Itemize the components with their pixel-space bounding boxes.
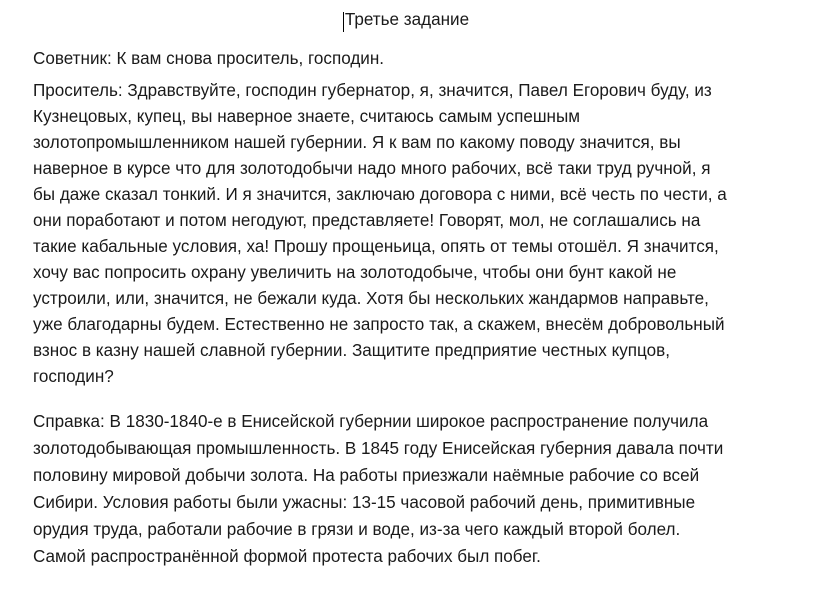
text-line: наверное в курсе что для золотодобычи надо много рабочих, всё таки труд ручной, я [33, 159, 711, 178]
text-line: хочу вас попросить охрану увеличить на золотодобыче, чтобы они бунт какой не [33, 263, 677, 282]
text-line: золотодобывающая промышленность. В 1845 году Енисейская губерния давала почти [33, 439, 724, 458]
text-line: Кузнецовых, купец, вы наверное знаете, считаюсь самым успешным [33, 107, 581, 126]
text-line: орудия труда, работали рабочие в грязи и воде, из-за чего каждый второй болел. [33, 520, 681, 539]
text-line: золотопромышленником нашей губернии. Я к вам по какому поводу значится, вы [33, 133, 681, 152]
text-line: Самой распространённой формой протеста рабочих был побег. [33, 547, 541, 566]
document-title [343, 10, 469, 29]
text-line: Справка: В 1830-1840-е в Енисейской губернии широкое распространение получила [33, 412, 709, 431]
text-line: уже благодарны будем. Естественно не запросто так, а скажем, внесём добровольный [33, 315, 725, 334]
text-line: половину мировой добычи золота. На работы приезжали наёмные рабочие со всей [33, 466, 700, 485]
text-line: Сибири. Условия работы были ужасны: 13-15 часовой рабочий день, примитивные [33, 493, 696, 512]
text-line: бы даже сказал тонкий. И я значится, заключаю договора с ними, всё честь по чести, а [33, 185, 727, 204]
text-line: взнос в казну нашей славной губернии. Защитите предприятие честных купцов, [33, 341, 670, 360]
text-cursor [343, 12, 344, 32]
text-line: господин? [33, 367, 114, 386]
title-text: Третье задание [344, 10, 470, 29]
text-line: устроили, или, значится, не бежали куда. Хотя бы нескольких жандармов направьте, [33, 289, 709, 308]
title-row [33, 7, 779, 32]
text-line: они поработают и потом негодуют, представляете! Говорят, мол, не соглашались на [33, 211, 701, 230]
text-line: Проситель: Здравствуйте, господин губернатор, я, значится, Павел Егорович буду, из [33, 81, 712, 100]
text-line: такие кабальные условия, ха! Прошу прощеньица, опять от темы отошёл. Я значится, [33, 237, 719, 256]
text-line: Советник: К вам снова проситель, господин. [33, 49, 385, 68]
